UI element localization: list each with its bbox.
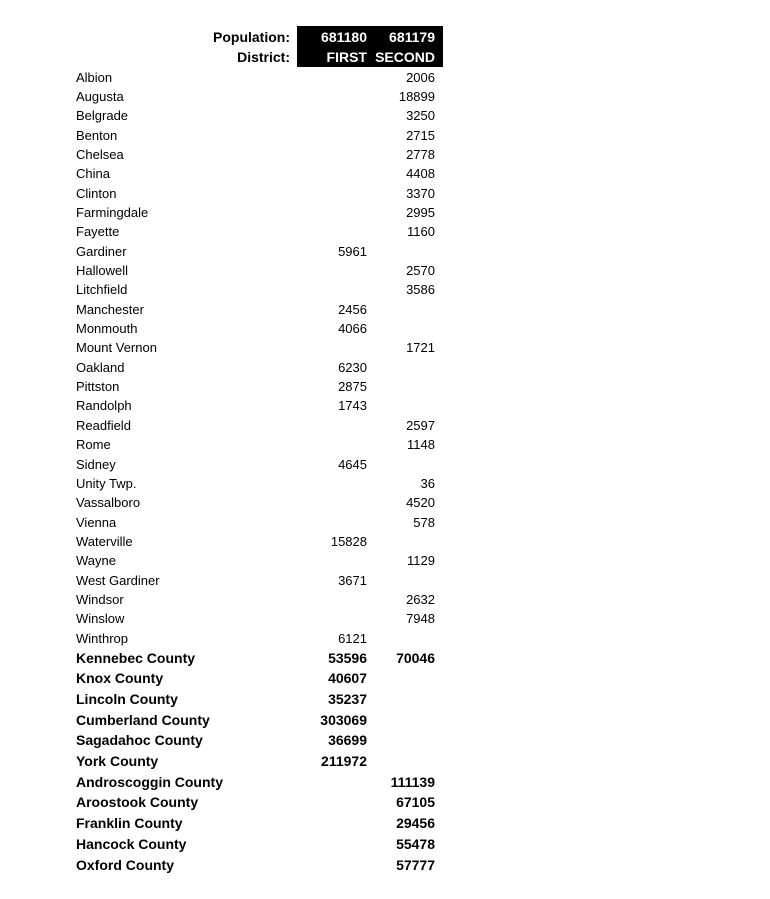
town-row <box>0 377 770 396</box>
first-district-value: 15828 <box>330 534 367 549</box>
county-name: Androscoggin County <box>76 774 223 790</box>
town-row <box>0 68 770 87</box>
county-name: Franklin County <box>76 815 183 831</box>
town-name: Winslow <box>76 611 125 626</box>
first-district-value: 2456 <box>338 302 367 317</box>
county-row <box>0 855 770 876</box>
second-district-value: 1129 <box>407 553 435 568</box>
town-row <box>0 203 770 222</box>
district-label: District: <box>237 49 290 65</box>
town-row <box>0 590 770 609</box>
county-row <box>0 813 770 834</box>
second-district: SECOND <box>375 49 435 65</box>
second-district-value: 7948 <box>406 611 435 626</box>
first-district-value: 211972 <box>321 753 367 769</box>
county-name: Sagadahoc County <box>76 732 203 748</box>
town-name: Manchester <box>76 302 144 317</box>
county-row <box>0 710 770 731</box>
town-name: Vienna <box>76 515 117 530</box>
town-row <box>0 571 770 590</box>
second-district-value: 55478 <box>396 836 435 852</box>
first-district-value: 303069 <box>320 712 367 728</box>
town-name: Unity Twp. <box>76 476 137 491</box>
town-row <box>0 280 770 299</box>
town-row <box>0 126 770 145</box>
second-district-value: 3250 <box>406 108 435 123</box>
town-row <box>0 261 770 280</box>
county-name: Kennebec County <box>76 650 196 666</box>
town-name: Belgrade <box>76 108 129 123</box>
county-row <box>0 792 770 813</box>
town-row <box>0 338 770 357</box>
second-district-value: 2570 <box>406 263 435 278</box>
county-row <box>0 772 770 793</box>
county-name: Lincoln County <box>76 691 178 707</box>
second-district-value: 67105 <box>396 794 435 810</box>
town-row <box>0 416 770 435</box>
town-row <box>0 551 770 570</box>
town-name: Oakland <box>76 360 125 375</box>
town-name: Winthrop <box>76 631 129 646</box>
second-district-value: 1721 <box>406 340 435 355</box>
county-row <box>0 834 770 855</box>
town-row <box>0 629 770 648</box>
county-name: York County <box>76 753 159 769</box>
town-name: Randolph <box>76 398 132 413</box>
first-district-value: 35237 <box>328 691 367 707</box>
town-name: China <box>76 166 110 181</box>
town-name: Hallowell <box>76 263 129 278</box>
town-row <box>0 493 770 512</box>
town-row <box>0 532 770 551</box>
second-district-value: 4408 <box>406 166 435 181</box>
county-row <box>0 751 770 772</box>
town-name: Fayette <box>76 224 120 239</box>
second-district-value: 3586 <box>406 282 435 297</box>
town-name: Readfield <box>76 418 131 433</box>
town-row <box>0 87 770 106</box>
town-row <box>0 609 770 628</box>
town-name: Vassalboro <box>76 495 141 510</box>
town-name: Gardiner <box>76 244 127 259</box>
county-row <box>0 730 770 751</box>
second-district-value: 1148 <box>407 437 435 452</box>
town-row <box>0 396 770 415</box>
town-name: Rome <box>76 437 111 452</box>
town-row <box>0 145 770 164</box>
second-population: 681179 <box>389 29 435 45</box>
first-district-value: 3671 <box>338 573 367 588</box>
town-row <box>0 358 770 377</box>
first-population: 681180 <box>321 29 367 45</box>
second-district-value: 111139 <box>390 774 435 790</box>
town-row <box>0 184 770 203</box>
town-name: West Gardiner <box>76 573 160 588</box>
county-row <box>0 689 770 710</box>
town-name: Farmingdale <box>76 205 149 220</box>
town-row <box>0 455 770 474</box>
first-district-value: 4066 <box>338 321 367 336</box>
town-name: Wayne <box>76 553 116 568</box>
town-name: Mount Vernon <box>76 340 157 355</box>
first-district-value: 40607 <box>328 670 367 686</box>
town-row <box>0 435 770 454</box>
county-row <box>0 648 770 669</box>
town-name: Windsor <box>76 592 124 607</box>
second-district-value: 36 <box>420 476 435 491</box>
town-row <box>0 222 770 241</box>
second-district-value: 57777 <box>396 857 435 873</box>
first-district-value: 6121 <box>338 631 367 646</box>
county-name: Hancock County <box>76 836 187 852</box>
town-name: Albion <box>76 70 113 85</box>
first-district-value: 4645 <box>338 457 367 472</box>
town-name: Clinton <box>76 186 117 201</box>
town-row <box>0 106 770 125</box>
second-district-value: 18899 <box>398 89 435 104</box>
town-row <box>0 300 770 319</box>
second-district-value: 2995 <box>406 205 435 220</box>
first-district-value: 36699 <box>328 732 367 748</box>
second-district-value: 2597 <box>406 418 435 433</box>
county-name: Cumberland County <box>76 712 210 728</box>
second-district-value: 1160 <box>407 224 435 239</box>
town-row <box>0 513 770 532</box>
second-district-value: 29456 <box>396 815 435 831</box>
second-district-value: 70046 <box>396 650 435 666</box>
town-name: Benton <box>76 128 118 143</box>
second-district-value: 4520 <box>406 495 435 510</box>
town-row <box>0 319 770 338</box>
town-row <box>0 242 770 261</box>
first-district-value: 2875 <box>338 379 367 394</box>
town-name: Augusta <box>76 89 124 104</box>
second-district-value: 2632 <box>406 592 435 607</box>
second-district-value: 2778 <box>406 147 435 162</box>
second-district-value: 2006 <box>406 70 435 85</box>
second-district-value: 578 <box>413 515 435 530</box>
first-district-value: 6230 <box>338 360 367 375</box>
population-label: Population: <box>213 29 290 45</box>
first-district-value: 1743 <box>338 398 367 413</box>
first-district-value: 53596 <box>328 650 367 666</box>
town-row <box>0 164 770 183</box>
first-district: FIRST <box>326 49 367 65</box>
county-name: Aroostook County <box>76 794 199 810</box>
county-row <box>0 668 770 689</box>
town-name: Litchfield <box>76 282 128 297</box>
town-name: Pittston <box>76 379 120 394</box>
county-name: Oxford County <box>76 857 174 873</box>
town-name: Sidney <box>76 457 116 472</box>
town-name: Waterville <box>76 534 133 549</box>
town-name: Chelsea <box>76 147 124 162</box>
county-name: Knox County <box>76 670 164 686</box>
second-district-value: 3370 <box>406 186 435 201</box>
town-name: Monmouth <box>76 321 138 336</box>
town-row <box>0 474 770 493</box>
first-district-value: 5961 <box>338 244 367 259</box>
second-district-value: 2715 <box>406 128 435 143</box>
